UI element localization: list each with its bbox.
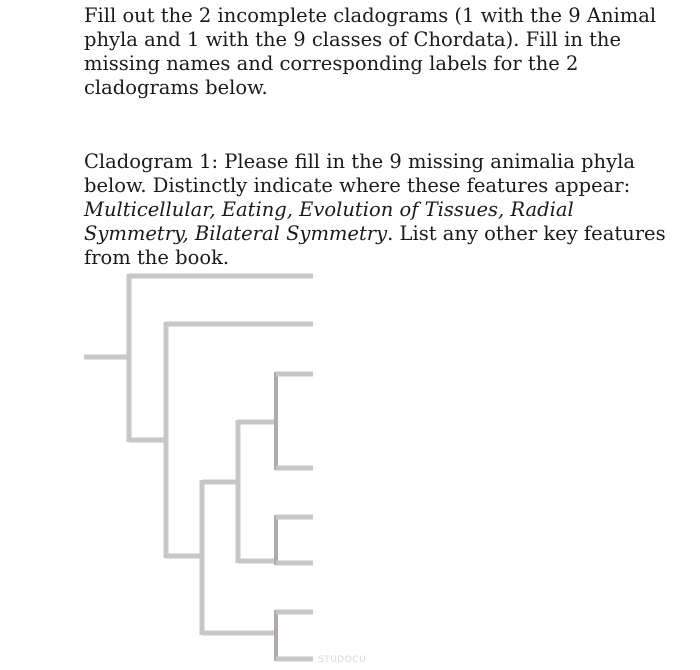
cladogram1-prompt-end: . List any other key features from the book. (84, 222, 666, 269)
watermark: STUDOCU (318, 655, 367, 665)
intro-instructions: Fill out the 2 incomplete cladograms (1 with the 9 Animal phyla and 1 with the 9 classes of Chordata). Fill in the missing names and corresponding labels for the 2 cladograms below. (84, 4, 657, 99)
cladogram1-prompt-start: Cladogram 1: Please fill in the 9 missing animalia phyla below. Distinctly indicate where these features appear: (84, 150, 635, 197)
cladogram1-features: Multicellular, Eating, Evolution of Tissues, Radial Symmetry, Bilateral Symmetry (84, 198, 574, 245)
